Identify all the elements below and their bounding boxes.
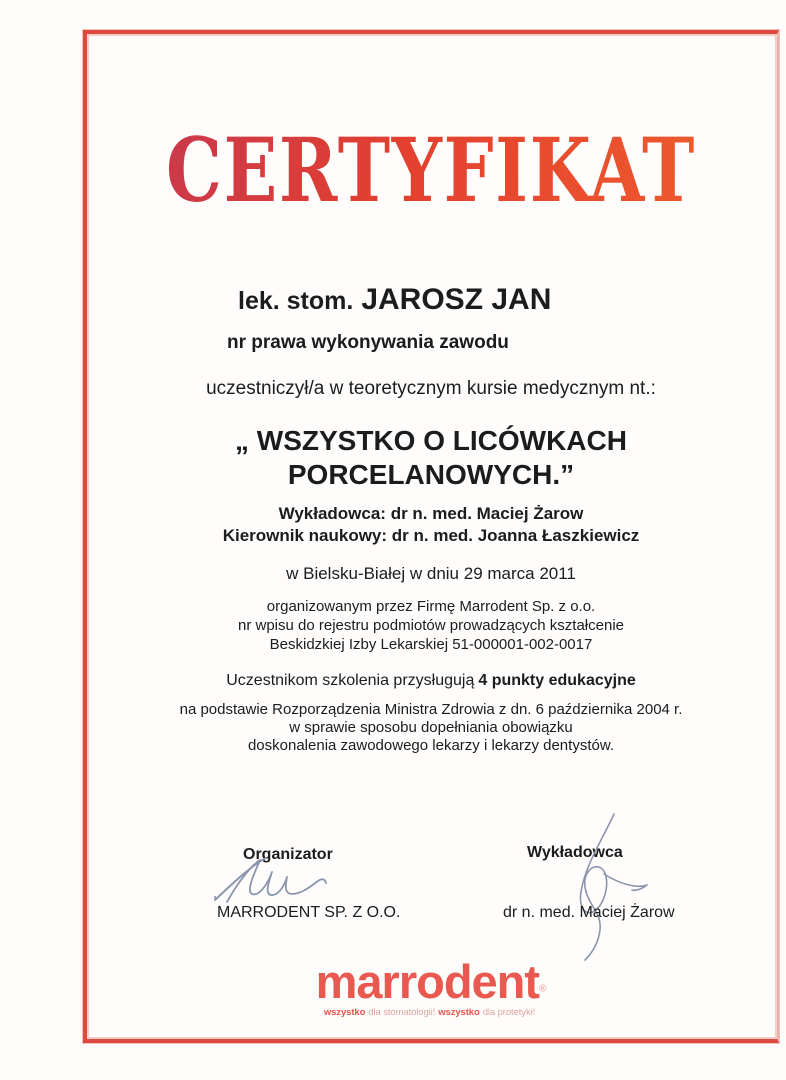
course-title-line-2: PORCELANOWYCH.” [287,459,575,490]
education-points-line [83,672,779,690]
lecturer-signature-name: dr n. med. Maciej Żarow [503,904,675,921]
legal-basis-block [83,701,779,755]
lecturer-signature [550,812,655,962]
tagline-word-2: dla stomatologii! [368,1007,436,1018]
marrodent-logo-text: marrodent [315,955,540,1008]
lecturer-line: Wykładowca: dr n. med. Maciej Żarow [278,504,584,523]
legal-basis-line-3: doskonalenia zawodowego lekarzy i lekarzy dentystów. [247,737,615,754]
marrodent-tagline [83,1008,779,1018]
certificate-title: CERTYFIKAT [153,126,710,214]
recipient-degree: lek. stom. [238,287,354,315]
organizer-signature-name: MARRODENT SP. Z O.O. [217,904,401,921]
tagline-word-3: wszystko [438,1007,480,1018]
organizer-info-line-1: organizowanym przez Firmę Marrodent Sp. z o.o. [266,598,596,615]
scientific-director-line: Kierownik naukowy: dr n. med. Joanna Łaszkiewicz [222,526,640,545]
recipient-name: JAROSZ JAN [361,283,552,316]
education-points-text: Uczestnikom szkolenia przysługują [226,672,475,689]
organizer-info-line-3: Beskidzkiej Izby Lekarskiej 51-000001-002-0017 [269,636,593,653]
course-title [83,424,779,492]
organizer-info-block [83,597,779,654]
lecturer-signature-label: Wykładowca [527,844,623,861]
organizer-signature [212,856,332,906]
tagline-word-1: wszystko [323,1007,366,1018]
tagline-word-4: dla protetyki! [482,1007,536,1018]
legal-basis-line-1: na podstawie Rozporządzenia Ministra Zdrowia z dn. 6 października 2004 r. [179,701,683,718]
marrodent-logo [83,955,779,1018]
organizer-info-line-2: nr wpisu do rejestru podmiotów prowadzących kształcenie [237,617,624,634]
legal-basis-line-2: w sprawie sposobu dopełniania obowiązku [289,719,573,736]
participation-line: uczestniczył/a w teoretycznym kursie medycznym nt.: [206,378,656,399]
license-number-line: nr prawa wykonywania zawodu [227,332,509,353]
education-points-value: 4 punkty edukacyjne [478,672,636,689]
organizer-signature-label: Organizator [243,846,333,863]
recipient-line [238,283,551,317]
registered-mark-icon: ® [539,983,547,995]
course-title-line-1: „ WSZYSTKO O LICÓWKACH [235,425,627,456]
place-date-line: w Bielsku-Białej w dniu 29 marca 2011 [286,564,576,583]
